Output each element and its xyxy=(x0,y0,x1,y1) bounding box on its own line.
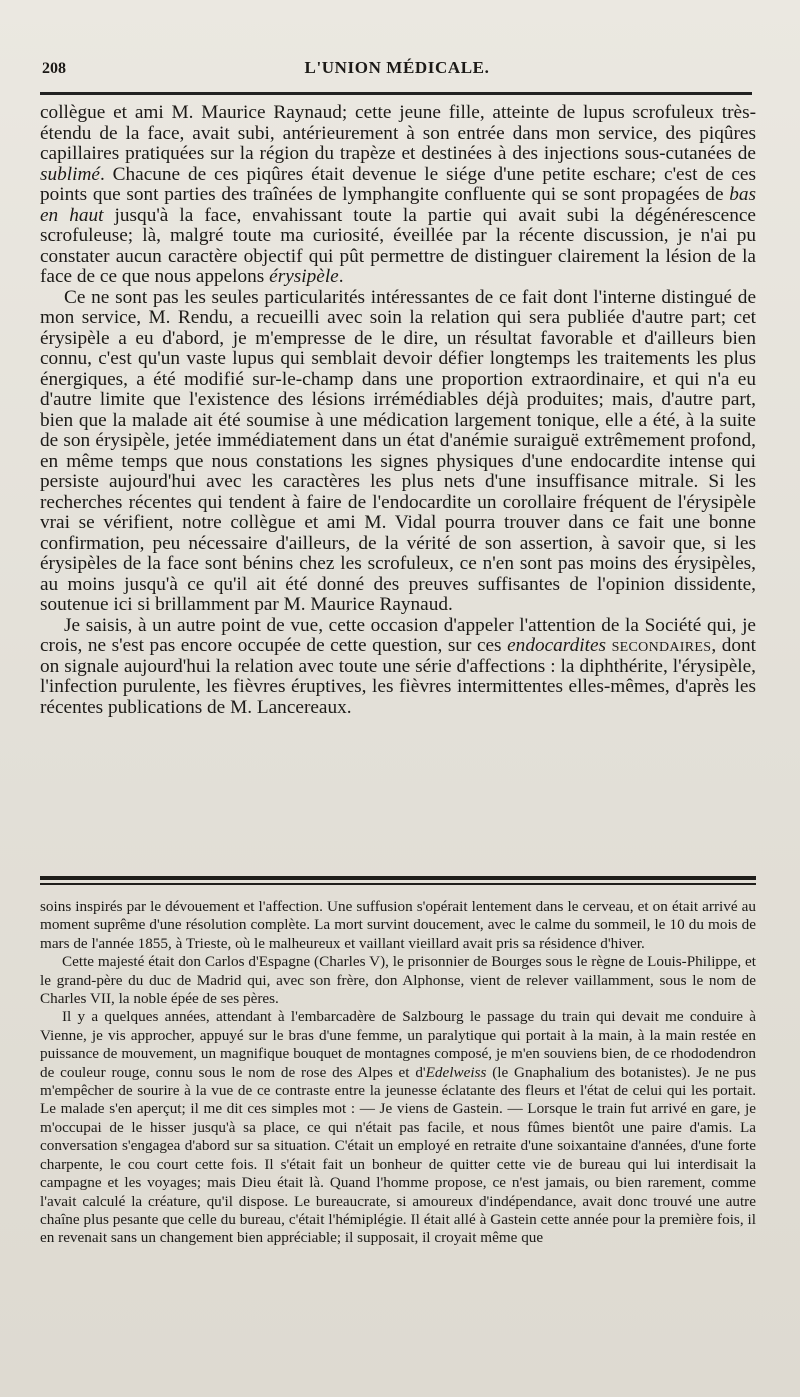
italic-term: érysipèle xyxy=(269,266,339,287)
italic-term: bas en haut xyxy=(40,184,756,226)
text-run: . Chacune de ces piqûres était devenue le siége d'une petite eschare; c'est de ces points que sont parties des traînées de lymphangite confluente qui se sont propagées de xyxy=(40,163,756,205)
feuilleton-paragraph-1: soins inspirés par le dévouement et l'affection. Une suffusion s'opérait lentement dans le cerveau, et on était arrivé au moment suprême d'une résolution complète. La mort survint doucement, avec le calme du sommeil, le 10 du mois de mars de l'année 1855, à Trieste, où le malheureux et vaillant vieillard avait pris sa résidence d'hiver. xyxy=(40,898,756,952)
main-article-text xyxy=(40,103,756,718)
feuilleton-paragraph-2: Cette majesté était don Carlos d'Espagne (Charles V), le prisonnier de Bourges sous le règne de Louis-Philippe, et le grand-père du duc de Madrid qui, avec son frère, don Alphonse, vient de relever vaillamment, sous le nom de Charles VII, la noble épée de ses pères. xyxy=(40,953,756,1008)
text-run: Il y a quelques années, attendant à l'embarcadère de Salzbourg le passage du train qui devait me conduire à Vienne, je vis approcher, appuyé sur le bras d'une femme, un paralytique qui portait à la main, à la main restée en puissance de mouvement, un magnifique bouquet de montagnes composé, je m'en souviens bien, de ce rhododendron de couleur rouge, connu sous le nom de rose des Alpes et d' xyxy=(40,1008,756,1081)
paragraph-2: Ce ne sont pas les seules particularités intéressantes de ce fait dont l'interne distingué de mon service, M. Rendu, a recueilli avec soin la relation qui sera publiée d'autre part; cet érysipèle a eu d'abord, je m'empresse de le dire, un résultat favorable et d'ailleurs bien connu, c'est qu'un vaste lupus qui semblait devoir défier longtemps les traitements les plus énergiques, a été modifié sur-le-champ dans une proportion extraordinaire, et qui n'a eu d'autre limite que l'existence des lésions irrémédiables déjà produites; mais, d'autre part, bien que la malade ait été soumise à une médication largement tonique, elle a été, à la suite de son érysipèle, jetée immédiatement dans un état d'anémie suraiguë extrêmement profond, en même temps que nous constations les signes physiques d'une endocardite intense qui persiste aujourd'hui avec les caractères les plus nets d'une insuffisance mitrale. Si les recherches récentes qui tendent à faire de l'endocardite un corollaire fréquent de l'érysipèle vrai se vérifient, notre collègue et ami M. Vidal pourra trouver dans ce fait une bonne confirmation, peu nécessaire d'ailleurs, de la vérité de son assertion, à savoir que, si les érysipèles de la face sont bénins chez les scrofuleux, ce n'en sont pas moins des érysipèles, au moins jusqu'à ce qu'il ait été donné des preuves suffisantes de l'opinion dissidente, soutenue ici si brillamment par M. Maurice Raynaud. xyxy=(40,286,756,615)
running-title: L'UNION MÉDICALE. xyxy=(304,58,490,77)
text-run: collègue et ami M. Maurice Raynaud; cette jeune fille, atteinte de lupus scrofuleux très-étendu de la face, avait subi, antérieurement à son entrée dans mon service, des piqûres capillaires pratiquées sur la région du trapèze et destinées à des injections sous-cutanées de xyxy=(40,102,756,164)
italic-term: Edelweiss xyxy=(425,1063,487,1081)
italic-term: endocardites xyxy=(507,635,607,656)
text-run: jusqu'à la face, envahissant toute la partie qui avait subi la dégénérescence scrofuleuse; là, malgré toute ma curiosité, éveillée par la récente discussion, je n'ai pu constater aucun caractère objectif qui pût permettre de distinguer clairement la lésion de la face de ce que nous appelons xyxy=(40,204,756,287)
feuilleton-separator xyxy=(40,876,756,886)
page-number: 208 xyxy=(42,60,66,77)
feuilleton-text xyxy=(40,898,756,1248)
text-run: Je saisis, à un autre point de vue, cette occasion d'appeler l'attention de la Société qui, je crois, ne s'est pas encore occupée de cette question, sur ces xyxy=(40,614,756,656)
text-run: (le Gnaphalium des botanistes). Je ne pus m'empêcher de sourire à la vue de ce contraste entre la jeunesse éclatante des fleurs et l'état de celui qui les portait. Le malade s'en aperçut; il me dit ces simples mot : — Je viens de Gastein. — Lorsque le train fut arrivé en gare, je m'occupai de le hisser jusqu'à sa place, ce qui n'était pas facile, et nous fûmes bientôt une paire d'amis. La conversation s'engagea d'abord sur sa situation. C'était un employé en retraite d'une soixantaine d'années, d'une forte charpente, le cou court cette fois. Il s'était fait un bonheur de quitter cette vie de bureau qui lui interdisait la campagne et les voyages; mais Dieu était là. Quand l'homme propose, ce n'est jamais, ou bien rarement, comme l'avait calculé la créature, qu'il dispose. Le bureaucrate, si amoureux d'indépendance, avait donc trouvé une autre chaîne plus pesante que celle du bureau, c'était l'hémiplégie. Il était allé à Gastein cette année pour la première fois, il en revenait sans un changement bien appréciable; il supposait, il croyait même que xyxy=(40,1063,756,1247)
text-run: . xyxy=(338,266,344,287)
page-header xyxy=(42,54,752,84)
small-caps-term: secondaires xyxy=(611,635,712,656)
text-run: , dont on signale aujourd'hui la relation avec toute une série d'affections : la diphthérite, l'érysipèle, l'infection purulente, les fièvres éruptives, les fièvres intermittentes elles-mêmes, d'après les récentes publications de M. Lancereaux. xyxy=(40,635,756,718)
italic-term: sublimé xyxy=(40,163,100,185)
header-rule xyxy=(40,92,752,95)
paragraph-1 xyxy=(40,103,756,288)
paragraph-3 xyxy=(40,616,756,719)
feuilleton-paragraph-3 xyxy=(40,1008,756,1247)
